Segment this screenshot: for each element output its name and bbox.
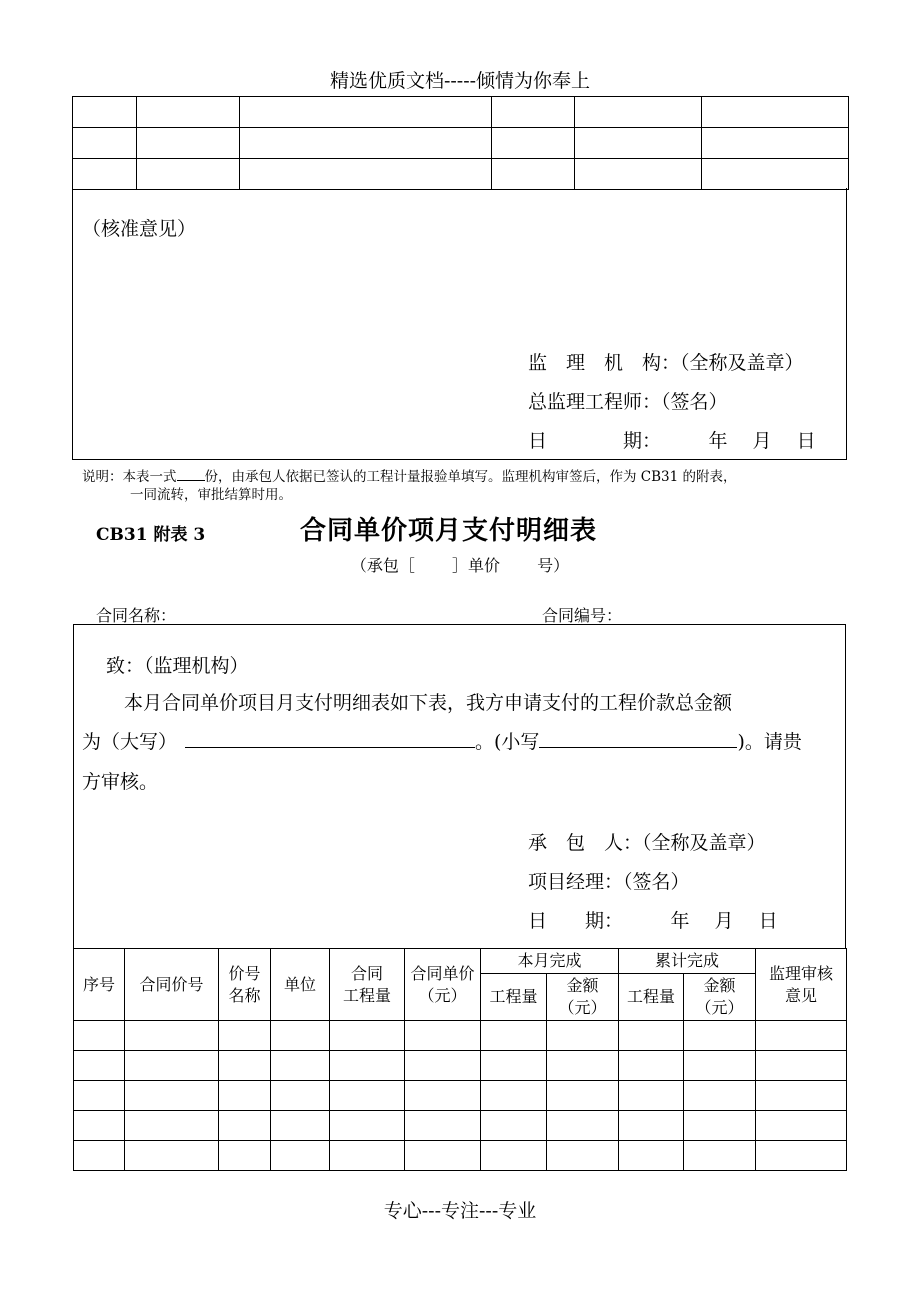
supervisor-org-line: 监 理 机 构：（全称及盖章）: [528, 352, 804, 374]
page-footer: 专心---专注---专业: [383, 1200, 537, 1222]
copies-blank[interactable]: [177, 466, 205, 481]
table-header-row: [74, 949, 847, 974]
table-row: [73, 128, 849, 159]
table-row: [73, 97, 849, 128]
form-subtitle: （承包［ ］单价 号）: [350, 556, 570, 575]
amount-text: )。请贵: [737, 731, 802, 753]
table-row: [74, 1021, 847, 1051]
contract-name-label: 合同名称：: [96, 606, 177, 625]
chief-engineer-line: 总监理工程师：（签名）: [528, 391, 728, 413]
table-row: [73, 159, 849, 190]
header-cumulative-amount: 金额 （元）: [684, 974, 756, 1021]
note: [82, 466, 852, 504]
table-row: [74, 1081, 847, 1111]
header-month-amount: 金额 （元）: [547, 974, 619, 1021]
approval-date-line: 日 期： 年 月 日: [528, 430, 816, 452]
page-header: 精选优质文档-----倾情为你奉上: [329, 70, 591, 92]
header-contract-qty: 合同 工程量: [330, 949, 405, 1021]
header-month-done: 本月完成: [481, 949, 619, 974]
note-text: 说明：本表一式: [82, 469, 177, 485]
application-text: 本月合同单价项目月支付明细表如下表，我方申请支付的工程价款总金额: [124, 692, 733, 714]
amount-figures-blank[interactable]: [539, 729, 737, 748]
upper-table: [72, 96, 849, 190]
note-text: 一同流转，审批结算时用。: [130, 487, 292, 503]
table-row: [74, 1111, 847, 1141]
amount-text: 为（大写）: [82, 731, 178, 753]
amount-text: 。(小写: [475, 731, 540, 753]
contractor-line: 承 包 人：（全称及盖章）: [528, 832, 766, 854]
header-unit: 单位: [271, 949, 330, 1021]
application-text: 方审核。: [82, 771, 159, 793]
table-row: [74, 1141, 847, 1171]
note-text: 份，由承包人依据已签认的工程计量报验单填写。监理机构审签后，作为 CB31 的附表，: [204, 469, 737, 485]
amount-words-blank[interactable]: [185, 729, 475, 748]
contract-no-label: 合同编号：: [542, 606, 623, 625]
application-date-line: 日 期： 年 月 日: [528, 910, 778, 932]
table-row: [74, 1051, 847, 1081]
header-contract-price-no: 合同价号: [125, 949, 219, 1021]
approval-opinion-label: （核准意见）: [82, 218, 197, 240]
amount-line: [82, 727, 802, 754]
header-seq: 序号: [74, 949, 125, 1021]
detail-table: [73, 948, 847, 1171]
header-unit-price: 合同单价 （元）: [405, 949, 481, 1021]
addressee-line: 致：（监理机构）: [106, 655, 249, 677]
header-review: 监理审核 意见: [756, 949, 847, 1021]
header-cumulative-done: 累计完成: [619, 949, 756, 974]
form-code: CB31 附表 3: [96, 525, 206, 545]
project-manager-line: 项目经理：（签名）: [528, 871, 690, 893]
header-price-name: 价号 名称: [219, 949, 271, 1021]
form-title: 合同单价项月支付明细表: [300, 516, 598, 546]
header-cumulative-qty: 工程量: [619, 974, 684, 1021]
header-month-qty: 工程量: [481, 974, 547, 1021]
